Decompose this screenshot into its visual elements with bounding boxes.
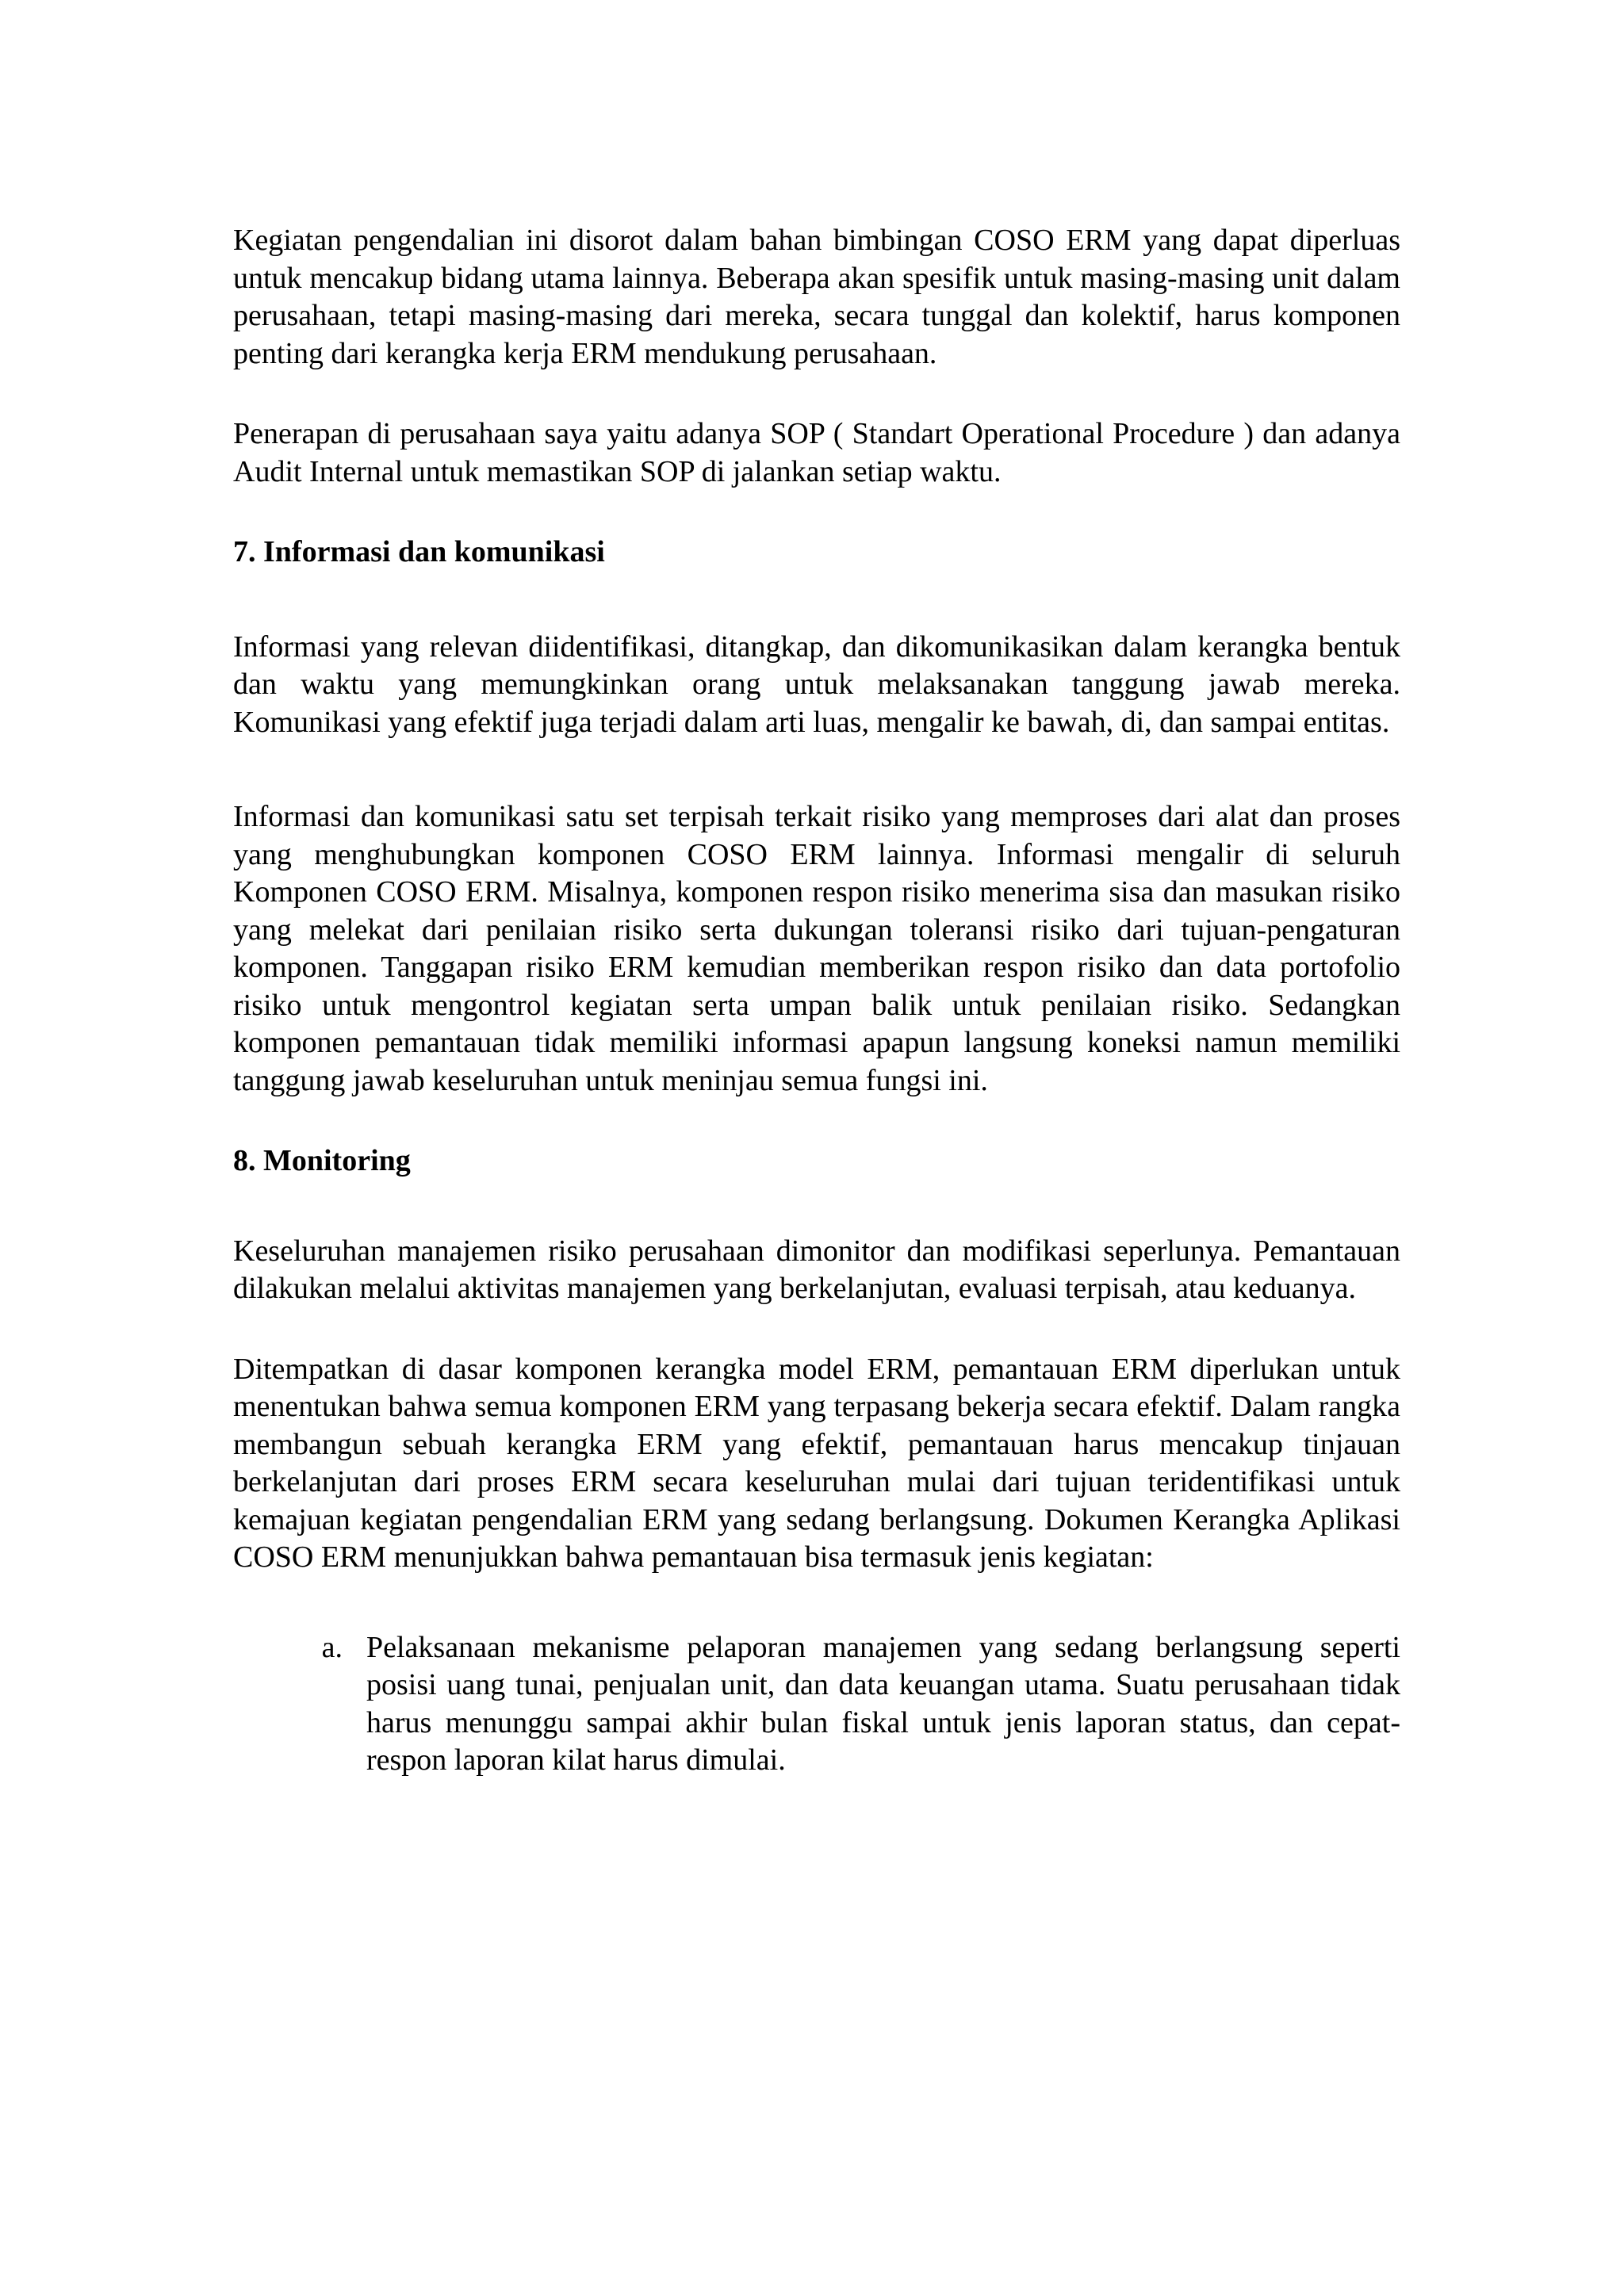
paragraph-information-relevant: Informasi yang relevan diidentifikasi, ditangkap, dan dikomunikasikan dalam kerangka bentuk dan waktu yang memungkinkan orang untuk melaksanakan tanggung jawab mereka. Komunikasi yang efektif juga terjadi dalam arti luas, mengalir ke bawah, di, dan sampai entitas.: [233, 629, 1400, 739]
paragraph-information-flow: Informasi dan komunikasi satu set terpisah terkait risiko yang memproses dari alat dan proses yang menghubungkan komponen COSO ERM lainnya. Informasi mengalir di seluruh Komponen COSO ERM. Misalnya, komponen respon risiko menerima sisa dan masukan risiko yang melekat dari penilaian risiko serta dukungan toleransi risiko dari tujuan-pengaturan komponen. Tanggapan risiko ERM kemudian memberikan respon risiko dan data portofolio risiko untuk mengontrol kegiatan serta umpan balik untuk penilaian risiko. Sedangkan komponen pemantauan tidak memiliki informasi apapun langsung koneksi namun memiliki tanggung jawab keseluruhan untuk meninjau semua fungsi ini.: [233, 800, 1400, 1097]
paragraph-monitoring-framework: Ditempatkan di dasar komponen kerangka model ERM, pemantauan ERM diperlukan untuk menentukan bahwa semua komponen ERM yang terpasang bekerja secara efektif. Dalam rangka membangun sebuah kerangka ERM yang efektif, pemantauan harus mencakup tinjauan berkelanjutan dari proses ERM secara keseluruhan mulai dari tujuan teridentifikasi untuk kemajuan kegiatan pengendalian ERM yang sedang berlangsung. Dokumen Kerangka Aplikasi COSO ERM menunjukkan bahwa pemantauan bisa termasuk jenis kegiatan:: [233, 1352, 1400, 1574]
document-body: [233, 222, 1400, 1780]
list-item: [233, 1629, 1400, 1780]
paragraph-company-application: Penerapan di perusahaan saya yaitu adanya SOP ( Standart Operational Procedure ) dan adanya Audit Internal untuk memastikan SOP di jalankan setiap waktu.: [233, 417, 1400, 488]
section-heading-monitoring: 8. Monitoring: [233, 1144, 411, 1177]
paragraph-monitoring-overview: Keseluruhan manajemen risiko perusahaan dimonitor dan modifikasi seperlunya. Pemantauan dilakukan melalui aktivitas manajemen yang berkelanjutan, evaluasi terpisah, atau keduanya.: [233, 1234, 1400, 1305]
list-marker: a.: [321, 1630, 343, 1664]
section-heading-information-communication: 7. Informasi dan komunikasi: [233, 535, 605, 568]
list-item-text: Pelaksanaan mekanisme pelaporan manajemen yang sedang berlangsung seperti posisi uang tunai, penjualan unit, dan data keuangan utama. Suatu perusahaan tidak harus menunggu sampai akhir bulan fiskal untuk jenis laporan status, dan cepat-respon laporan kilat harus dimulai.: [366, 1630, 1400, 1777]
paragraph-control-activities: Kegiatan pengendalian ini disorot dalam bahan bimbingan COSO ERM yang dapat diperluas untuk mencakup bidang utama lainnya. Beberapa akan spesifik untuk masing-masing unit dalam perusahaan, tetapi masing-masing dari mereka, secara tunggal dan kolektif, harus komponen penting dari kerangka kerja ERM mendukung perusahaan.: [233, 224, 1400, 370]
